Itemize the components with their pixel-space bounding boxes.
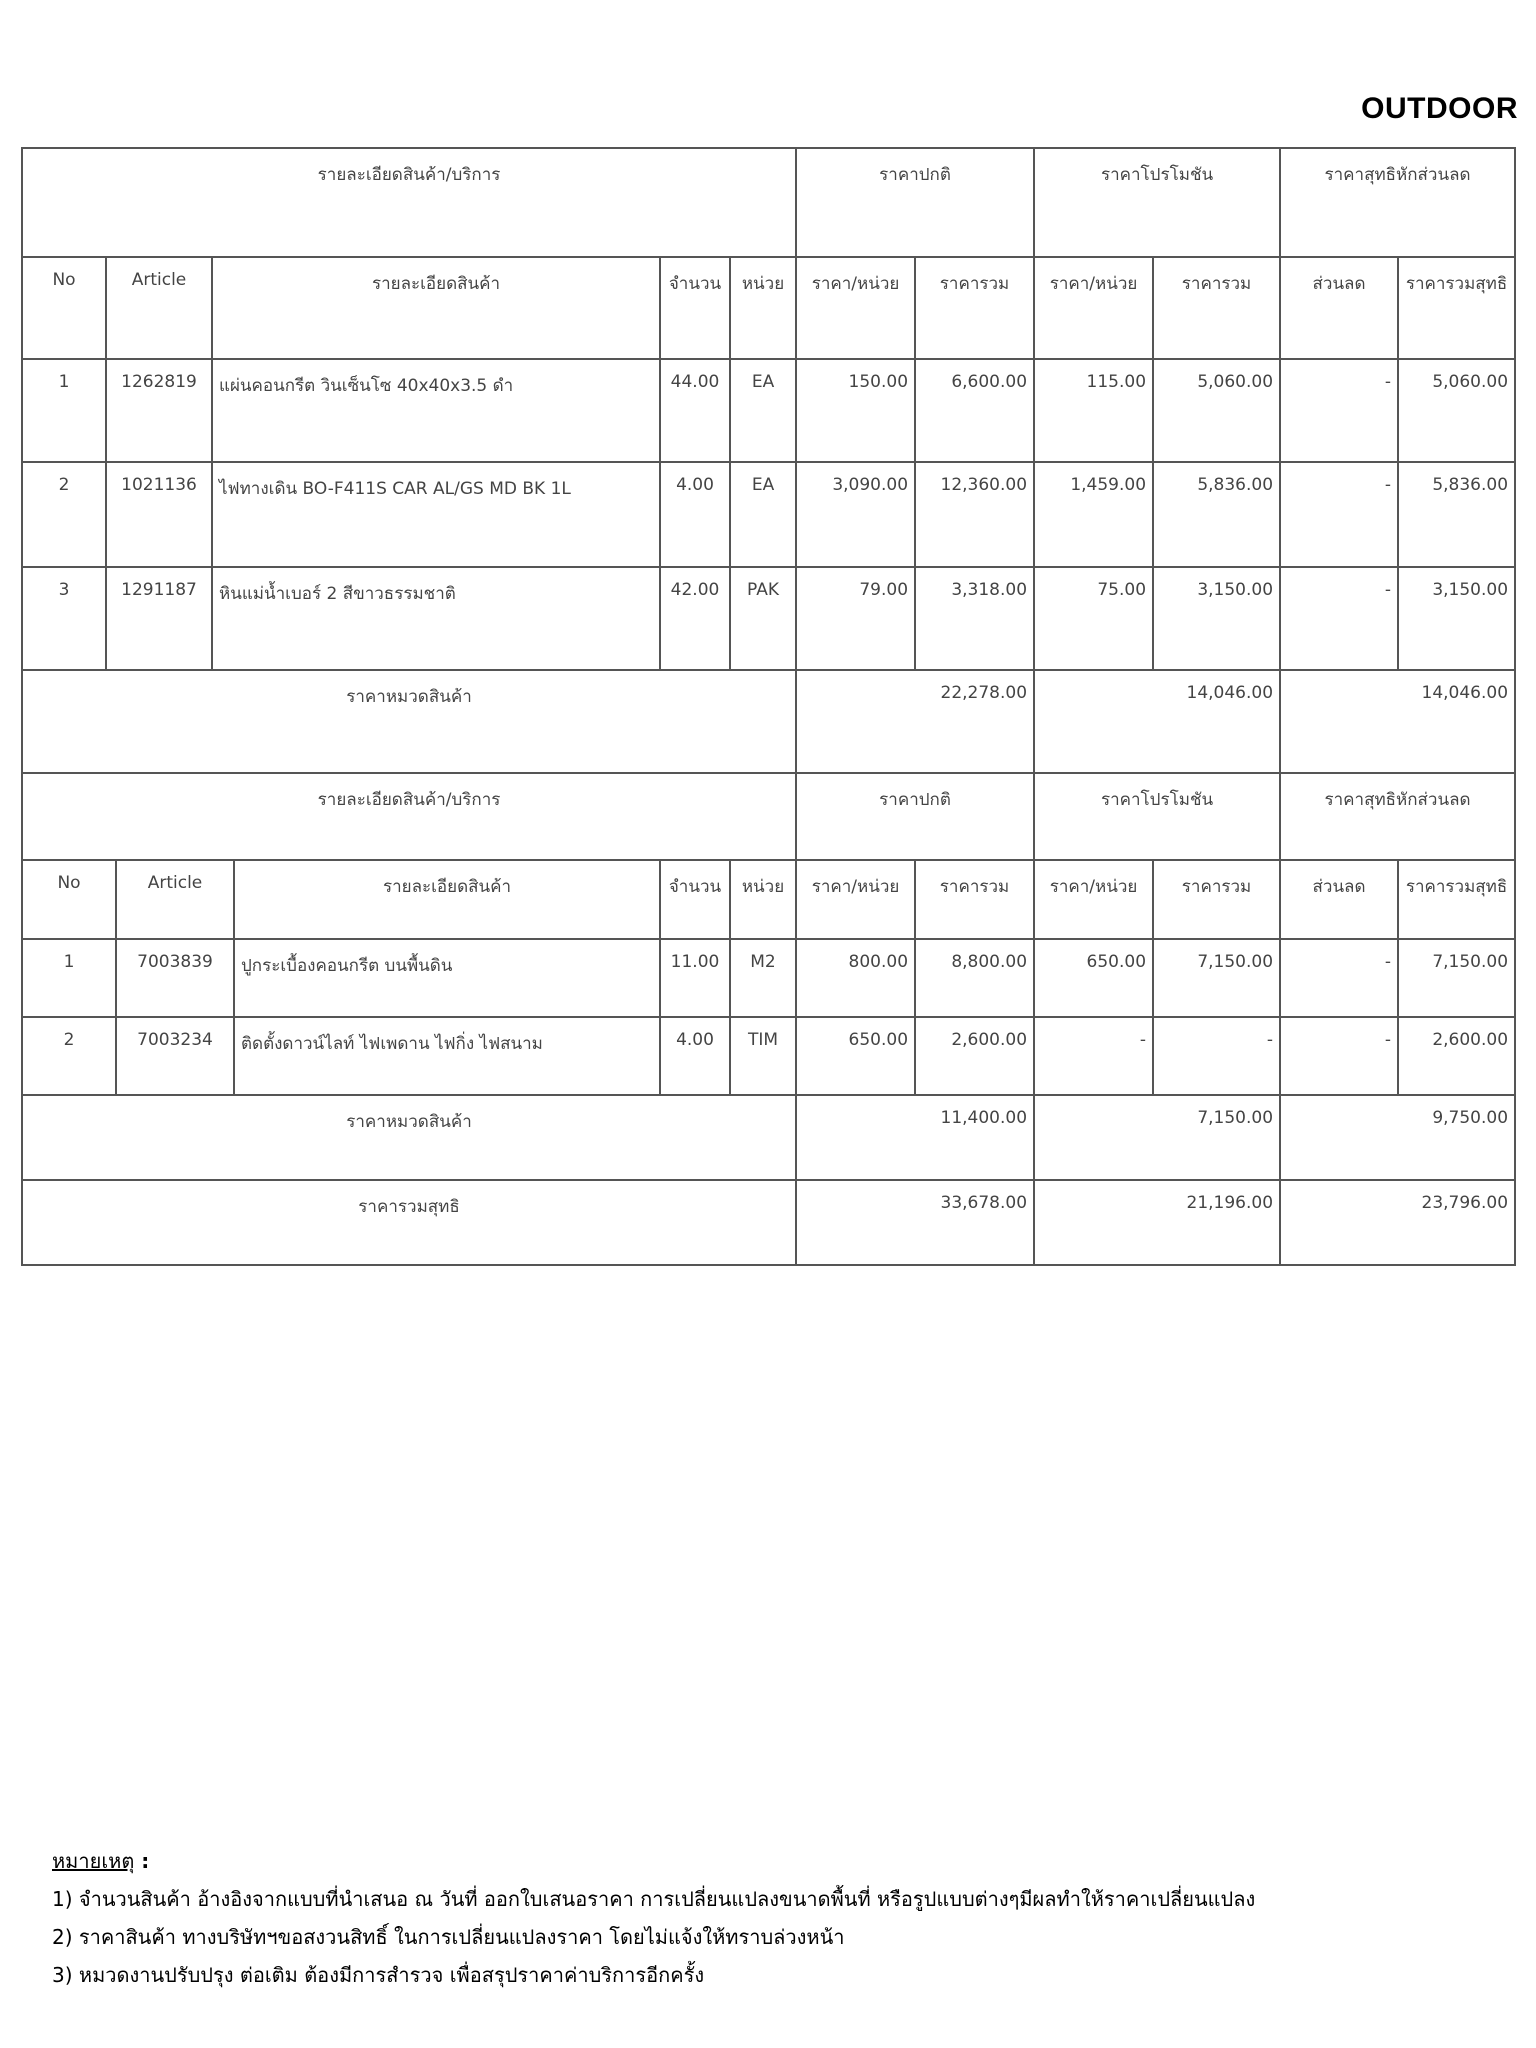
quote-table-section-2 <box>21 772 1516 1266</box>
page-title: OUTDOOR <box>1361 92 1518 125</box>
cell-quantity: 42.00 <box>660 567 730 670</box>
note-item: 3) หมวดงานปรับปรุง ต่อเติม ต้องมีการสำรวจ เพื่อสรุปราคาค่าบริการอีกครั้ง <box>52 1963 705 1987</box>
note-item: 1) จำนวนสินค้า อ้างอิงจากแบบที่นำเสนอ ณ วันที่ ออกใบเสนอราคา การเปลี่ยนแปลงขนาดพื้นที่ หรือรูปแบบต่างๆมีผลทำให้ราคาเปลี่ยนแปลง <box>52 1887 1256 1911</box>
col-header-net-total: ราคารวมสุทธิ <box>1398 257 1515 359</box>
table-row <box>22 567 1515 670</box>
column-header-row <box>22 257 1515 359</box>
cell-net-total: 3,150.00 <box>1398 567 1515 670</box>
col-header-article: Article <box>116 860 234 939</box>
cell-quantity: 4.00 <box>660 462 730 567</box>
notes-title: หมายเหตุ <box>52 1849 135 1873</box>
col-header-promo-total: ราคารวม <box>1153 860 1280 939</box>
col-header-promo-unit-price: ราคา/หน่วย <box>1034 860 1153 939</box>
cell-promo-unit-price: - <box>1034 1017 1153 1095</box>
group-header-row <box>22 148 1515 257</box>
col-header-description: รายละเอียดสินค้า <box>234 860 660 939</box>
cell-article: 1262819 <box>106 359 212 462</box>
cell-promo-unit-price: 1,459.00 <box>1034 462 1153 567</box>
cell-article: 7003839 <box>116 939 234 1017</box>
col-header-discount: ส่วนลด <box>1280 860 1398 939</box>
column-header-row <box>22 860 1515 939</box>
col-header-unit: หน่วย <box>730 257 796 359</box>
cell-promo-unit-price: 115.00 <box>1034 359 1153 462</box>
cell-normal-unit-price: 79.00 <box>796 567 915 670</box>
cell-article: 1021136 <box>106 462 212 567</box>
cell-promo-total: 3,150.00 <box>1153 567 1280 670</box>
cell-net-total: 2,600.00 <box>1398 1017 1515 1095</box>
cell-normal-total: 2,600.00 <box>915 1017 1034 1095</box>
details-group-header: รายละเอียดสินค้า/บริการ <box>22 773 796 860</box>
col-header-normal-unit-price: ราคา/หน่วย <box>796 257 915 359</box>
cell-normal-total: 8,800.00 <box>915 939 1034 1017</box>
grand-total-net: 23,796.00 <box>1280 1180 1515 1265</box>
cell-quantity: 4.00 <box>660 1017 730 1095</box>
grand-total-promo: 21,196.00 <box>1034 1180 1280 1265</box>
cell-normal-total: 12,360.00 <box>915 462 1034 567</box>
quote-table-section-1 <box>21 147 1516 774</box>
subtotal-normal: 22,278.00 <box>796 670 1034 773</box>
subtotal-row <box>22 1095 1515 1180</box>
cell-promo-total: 5,060.00 <box>1153 359 1280 462</box>
cell-normal-unit-price: 800.00 <box>796 939 915 1017</box>
cell-discount: - <box>1280 1017 1398 1095</box>
grand-total-label: ราคารวมสุทธิ <box>22 1180 796 1265</box>
col-header-normal-total: ราคารวม <box>915 860 1034 939</box>
note-item: 2) ราคาสินค้า ทางบริษัทฯขอสงวนสิทธิ์ ในการเปลี่ยนแปลงราคา โดยไม่แจ้งให้ทราบล่วงหน้า <box>52 1925 845 1949</box>
table-row <box>22 359 1515 462</box>
subtotal-net: 9,750.00 <box>1280 1095 1515 1180</box>
col-header-quantity: จำนวน <box>660 860 730 939</box>
group-header-row <box>22 773 1515 860</box>
cell-unit: EA <box>730 359 796 462</box>
notes-heading <box>52 1842 1255 1880</box>
cell-discount: - <box>1280 359 1398 462</box>
col-header-discount: ส่วนลด <box>1280 257 1398 359</box>
subtotal-row <box>22 670 1515 773</box>
cell-discount: - <box>1280 462 1398 567</box>
cell-no: 3 <box>22 567 106 670</box>
col-header-quantity: จำนวน <box>660 257 730 359</box>
cell-quantity: 44.00 <box>660 359 730 462</box>
table-row <box>22 1017 1515 1095</box>
cell-no: 2 <box>22 462 106 567</box>
cell-description: หินแม่น้ำเบอร์ 2 สีขาวธรรมชาติ <box>212 567 660 670</box>
table-row <box>22 939 1515 1017</box>
cell-promo-total: - <box>1153 1017 1280 1095</box>
normal-price-group-header: ราคาปกติ <box>796 148 1034 257</box>
cell-net-total: 7,150.00 <box>1398 939 1515 1017</box>
cell-no: 2 <box>22 1017 116 1095</box>
cell-normal-total: 3,318.00 <box>915 567 1034 670</box>
cell-normal-unit-price: 3,090.00 <box>796 462 915 567</box>
subtotal-promo: 14,046.00 <box>1034 670 1280 773</box>
subtotal-net: 14,046.00 <box>1280 670 1515 773</box>
cell-article: 1291187 <box>106 567 212 670</box>
cell-no: 1 <box>22 939 116 1017</box>
col-header-article: Article <box>106 257 212 359</box>
promo-price-group-header: ราคาโปรโมชัน <box>1034 773 1280 860</box>
cell-article: 7003234 <box>116 1017 234 1095</box>
col-header-net-total: ราคารวมสุทธิ <box>1398 860 1515 939</box>
cell-unit: M2 <box>730 939 796 1017</box>
notes-colon: : <box>134 1849 150 1873</box>
cell-description: ไฟทางเดิน BO-F411S CAR AL/GS MD BK 1L <box>212 462 660 567</box>
net-price-group-header: ราคาสุทธิหักส่วนลด <box>1280 148 1515 257</box>
cell-promo-total: 5,836.00 <box>1153 462 1280 567</box>
cell-unit: EA <box>730 462 796 567</box>
col-header-unit: หน่วย <box>730 860 796 939</box>
normal-price-group-header: ราคาปกติ <box>796 773 1034 860</box>
col-header-no: No <box>22 257 106 359</box>
cell-description: แผ่นคอนกรีต วินเซ็นโซ 40x40x3.5 ดำ <box>212 359 660 462</box>
col-header-no: No <box>22 860 116 939</box>
details-group-header: รายละเอียดสินค้า/บริการ <box>22 148 796 257</box>
cell-discount: - <box>1280 939 1398 1017</box>
cell-description: ติดตั้งดาวน์ไลท์ ไฟเพดาน ไฟกิ่ง ไฟสนาม <box>234 1017 660 1095</box>
cell-unit: PAK <box>730 567 796 670</box>
table-row <box>22 462 1515 567</box>
cell-no: 1 <box>22 359 106 462</box>
col-header-normal-total: ราคารวม <box>915 257 1034 359</box>
promo-price-group-header: ราคาโปรโมชัน <box>1034 148 1280 257</box>
cell-promo-unit-price: 75.00 <box>1034 567 1153 670</box>
cell-normal-total: 6,600.00 <box>915 359 1034 462</box>
cell-description: ปูกระเบื้องคอนกรีต บนพื้นดิน <box>234 939 660 1017</box>
net-price-group-header: ราคาสุทธิหักส่วนลด <box>1280 773 1515 860</box>
cell-normal-unit-price: 650.00 <box>796 1017 915 1095</box>
col-header-description: รายละเอียดสินค้า <box>212 257 660 359</box>
grand-total-normal: 33,678.00 <box>796 1180 1034 1265</box>
cell-promo-total: 7,150.00 <box>1153 939 1280 1017</box>
subtotal-label: ราคาหมวดสินค้า <box>22 670 796 773</box>
cell-quantity: 11.00 <box>660 939 730 1017</box>
cell-unit: TIM <box>730 1017 796 1095</box>
notes-section <box>52 1842 1255 1994</box>
col-header-promo-unit-price: ราคา/หน่วย <box>1034 257 1153 359</box>
subtotal-normal: 11,400.00 <box>796 1095 1034 1180</box>
cell-net-total: 5,836.00 <box>1398 462 1515 567</box>
subtotal-label: ราคาหมวดสินค้า <box>22 1095 796 1180</box>
grand-total-row <box>22 1180 1515 1265</box>
cell-normal-unit-price: 150.00 <box>796 359 915 462</box>
cell-promo-unit-price: 650.00 <box>1034 939 1153 1017</box>
subtotal-promo: 7,150.00 <box>1034 1095 1280 1180</box>
cell-net-total: 5,060.00 <box>1398 359 1515 462</box>
col-header-promo-total: ราคารวม <box>1153 257 1280 359</box>
cell-discount: - <box>1280 567 1398 670</box>
col-header-normal-unit-price: ราคา/หน่วย <box>796 860 915 939</box>
